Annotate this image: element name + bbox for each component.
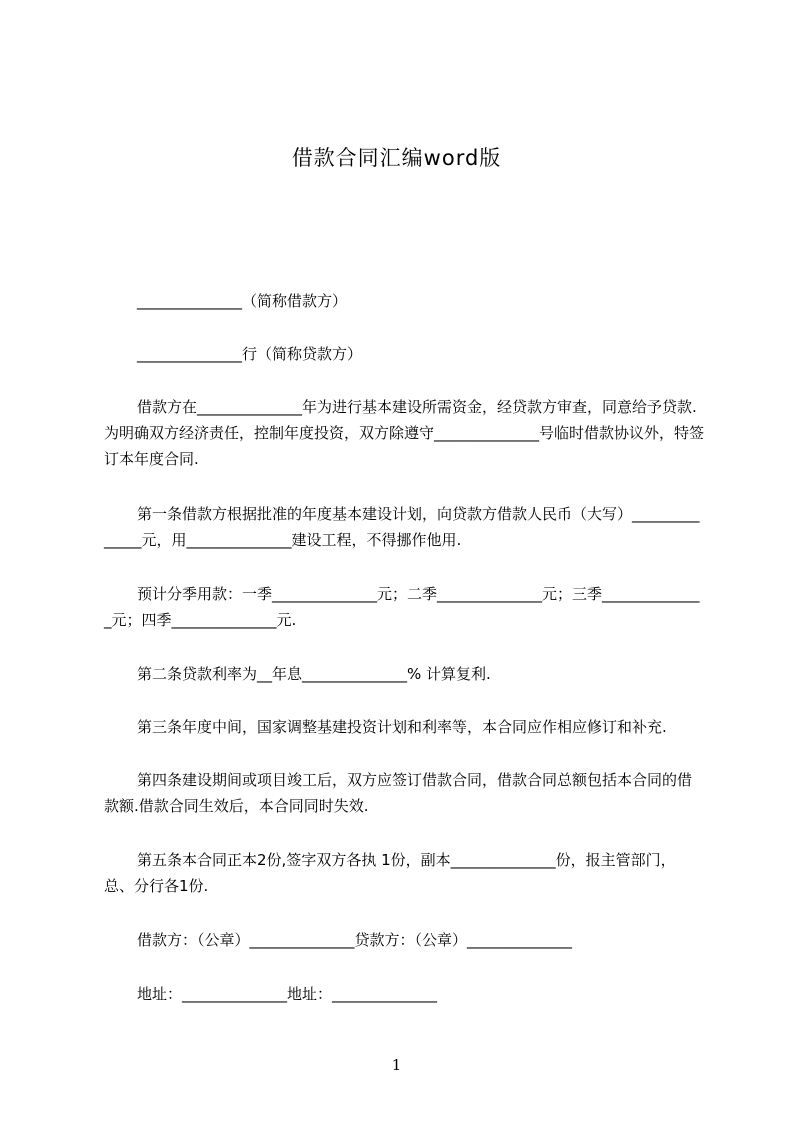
article-2-paragraph: 第二条贷款利率为__年息______________% 计算复利. — [137, 665, 491, 683]
page-number: 1 — [391, 1056, 402, 1074]
address-line: 地址：______________地址：______________ — [137, 985, 438, 1003]
document-title: 借款合同汇编word版 — [291, 146, 502, 170]
borrower-party-line: ______________（简称借款方） — [137, 292, 348, 310]
article-4-paragraph: 第四条建设期间或项目竣工后，双方应签订借款合同，借款合同总额包括本合同的借款额.借款合同生效后，本合同同时失效. — [104, 771, 693, 815]
article-3-paragraph: 第三条年度中间，国家调整基建投资计划和利率等，本合同应作相应修订和补充. — [137, 718, 667, 736]
lender-party-line: ______________行（简称贷款方） — [137, 345, 363, 363]
preamble-paragraph: 借款方在______________年为进行基本建设所需资金，经贷款方审查，同意给予贷款.为明确双方经济责任，控制年度投资，双方除遵守______________号临时借款协议外，特签订本年度合同. — [104, 398, 705, 468]
article-5-paragraph: 第五条本合同正本2份,签字双方各执 1份，副本______________份，报主管部门，总、分行各1份. — [104, 851, 676, 895]
signature-line: 借款方：（公章）______________贷款方：（公章）______________ — [137, 931, 573, 949]
quarterly-usage-paragraph: 预计分季用款：一季______________元；二季______________元；三季______________元；四季______________元. — [104, 585, 700, 629]
article-1-paragraph: 第一条借款方根据批准的年度基本建设计划，向贷款方借款人民币（大写）______________元，用______________建设工程，不得挪作他用. — [104, 505, 700, 549]
